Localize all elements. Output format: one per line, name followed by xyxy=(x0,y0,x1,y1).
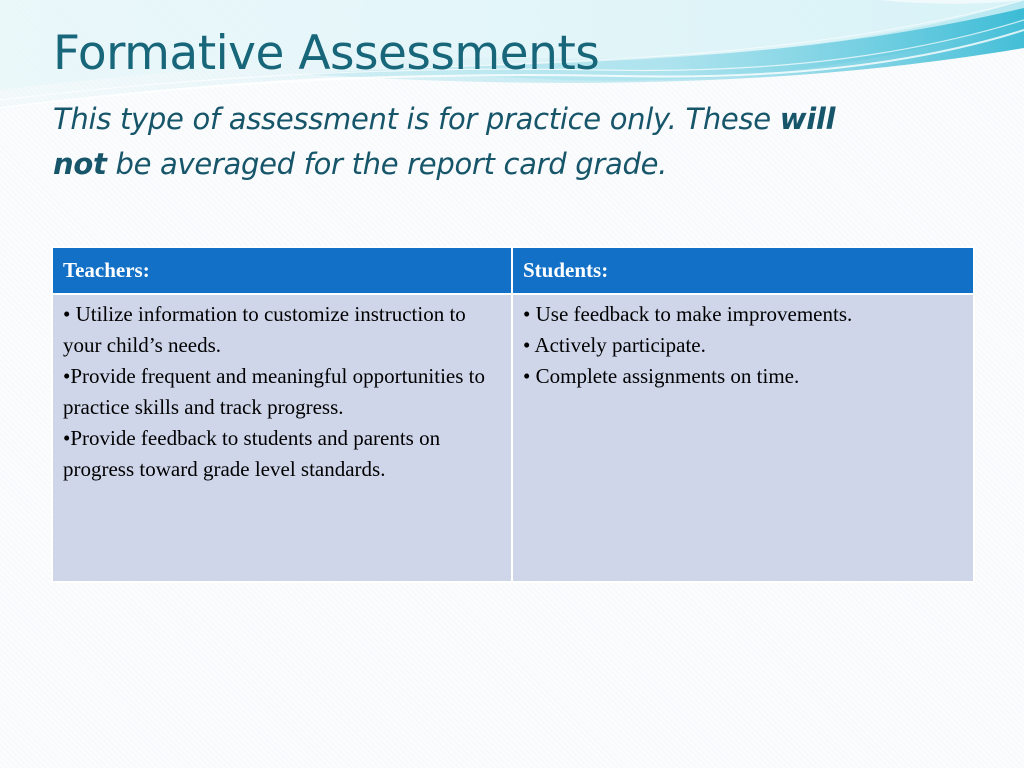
students-item: • Complete assignments on time. xyxy=(523,364,800,388)
table-row xyxy=(52,294,974,582)
header-students: Students: xyxy=(512,247,974,294)
students-item: • Use feedback to make improvements. xyxy=(523,302,853,326)
responsibilities-table xyxy=(51,246,975,583)
teachers-item: • Utilize information to customize instruction to your child’s needs. xyxy=(63,302,466,357)
teachers-item: •Provide feedback to students and parents on progress toward grade level standards. xyxy=(63,426,441,481)
slide-subtitle xyxy=(53,97,953,187)
students-item: • Actively participate. xyxy=(523,333,706,357)
subtitle-bold-will: will xyxy=(779,102,836,136)
subtitle-bold-not: not xyxy=(53,147,107,181)
students-cell xyxy=(512,294,974,582)
teachers-item: •Provide frequent and meaningful opportunities to practice skills and track progress. xyxy=(63,364,486,419)
table-header-row xyxy=(52,247,974,294)
header-teachers: Teachers: xyxy=(52,247,512,294)
subtitle-text-2: be averaged for the report card grade. xyxy=(106,147,668,181)
teachers-cell xyxy=(52,294,512,582)
subtitle-text-1: This type of assessment is for practice only. These xyxy=(53,102,780,136)
slide-title: Formative Assessments xyxy=(53,26,600,81)
